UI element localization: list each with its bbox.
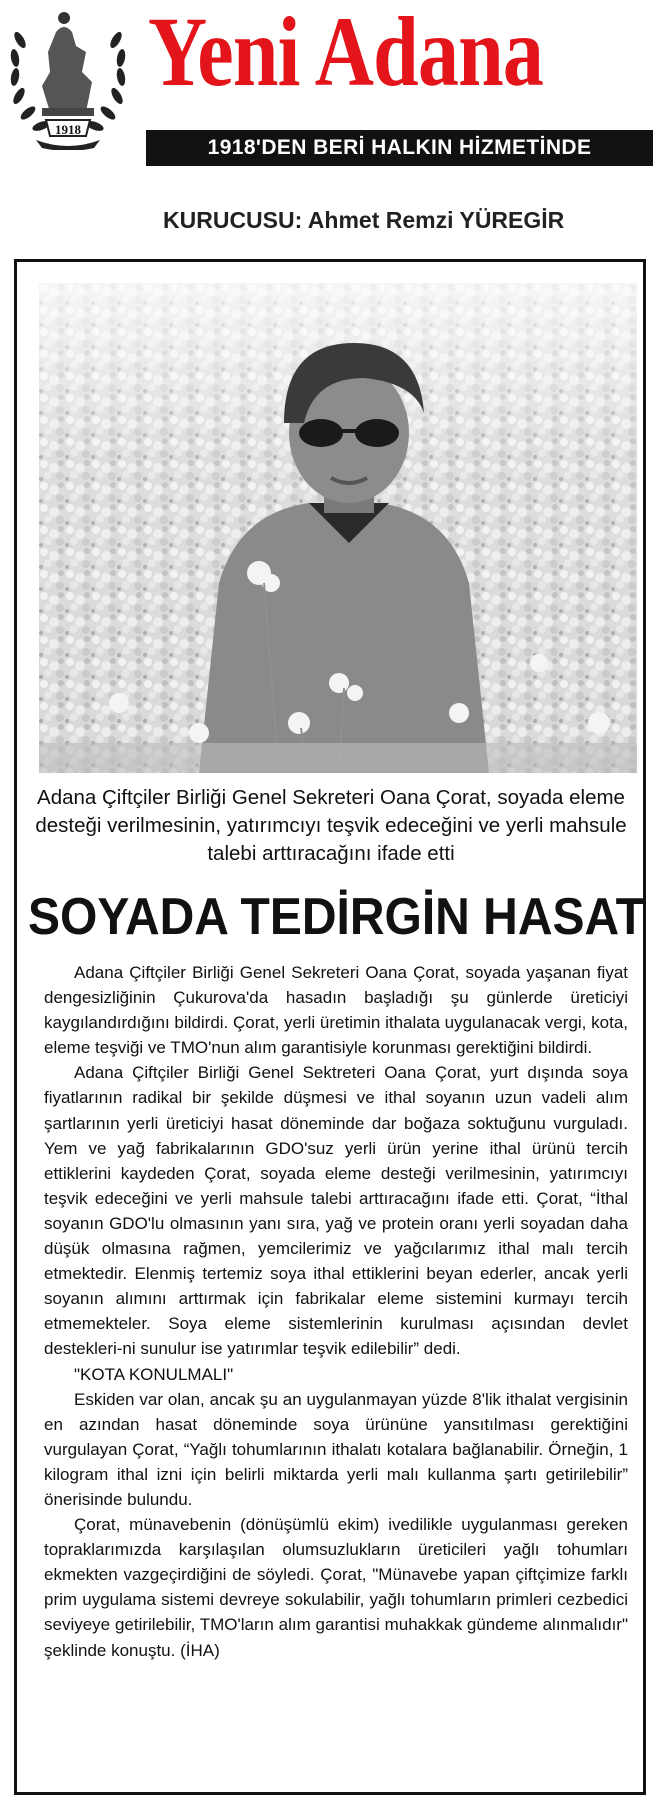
article-photo-woman-in-canola-field — [39, 283, 637, 773]
article-paragraph: Adana Çiftçiler Birliği Genel Sekreteri Oana Çorat, soyada yaşanan fiyat dengesizliğinin Çukurova'da hasadın başladığı şu günlerde üreticiyi kaygılandırdığını bildirdi. Çorat, yerli üretimin ithalata uygulanacak vergi, kota, eleme teşviği ve TMO'nun alım garantisiyle korunması gerektiğini bildirdi. — [44, 963, 628, 1058]
article-subheading: "KOTA KONULMALI" — [74, 1364, 234, 1384]
wreath-monument-emblem-icon — [6, 10, 130, 150]
article-paragraph: Adana Çiftçiler Birliği Genel Sektreteri Oana Çorat, yurt dışında soya fiyatlarının radikal bir şekilde düşmesi ve ithal soyanın uzun vadeli alım şartlarının yerli üreticiyi hasat döneminde dar boğaza soktuğunu vurguladı. Yem ve yağ fabrikalarının GDO'suz yerli ürün yerine ithal ürünü tercih ettiklerini kaydeden Çorat, soyada eleme desteği verilmesinin, yatırımcıyı teşvik edeceğini ve yerli mahsule talebi arttıracağını ifade etti. Çorat, “İthal soyanın GDO'lu olmasının yanı sıra, yağ ve protein oranı yerli soyadan daha düşük olmasına rağmen, yemcilerimiz ve yağcılarımız ithal malı tercih etmektedir. Elenmiş tertemiz soya ithal ettiklerini beyan ederler, ancak yerli soyanın alımını arttırmak için fabrikalar eleme sistemini kurmayı tercih etmemekteler. Soya eleme sistemlerinin kurulması açısından devlet destekleri-ni sunulur ise yatırımlar teşvik edilebilir” dedi. — [44, 1063, 628, 1359]
newspaper-brand-title: Yeni Adana — [148, 0, 544, 107]
article-spot-text: Adana Çiftçiler Birliği Genel Sekreteri Oana Çorat, soyada eleme desteği verilmesinin, yatırımcıyı teşvik edeceğini ve yerli mahsule talebi arttıracağını ifade etti — [35, 786, 627, 865]
emblem-year: 1918 — [55, 122, 81, 137]
article-paragraph: Çorat, münavebenin (dönüşümlü ekim) ivedilikle uygulanması gereken topraklarımızda karşılaşılan olumsuzlukların üreticileri yağlı tohumları ekmekten vazgeçirdiğini de söyledi. Çorat, "Münavebe yapan çiftçimize farklı prim uygulama sistemi devreye sokulabilir, yağlı tohumların primleri cezbedici seviyeye getirilebilir, TMO'ların alım garantisi muhakkak gündeme alınmalıdır" şeklinde konuştu. (İHA) — [44, 1515, 628, 1660]
article-paragraph: Eskiden var olan, ancak şu an uygulanmayan yüzde 8'lik ithalat vergisinin en azından hasat döneminde soya ürününe yansıtılması gerektiğini vurgulayan Çorat, “Yağlı tohumlarının ithalatı kotalara bağlanabilir. Örneğin, 1 kilogram ithal izni için belirli miktarda yerli malı kullanma şartı getirilebilir” önerisinde bulundu. — [44, 1389, 628, 1509]
masthead-tagline: 1918'DEN BERİ HALKIN HİZMETİNDE — [146, 130, 653, 166]
founder-line: KURUCUSU: Ahmet Remzi YÜREGİR — [163, 207, 565, 233]
article-headline: SOYADA TEDİRGİN HASAT — [28, 888, 645, 947]
article-body — [44, 960, 628, 1663]
